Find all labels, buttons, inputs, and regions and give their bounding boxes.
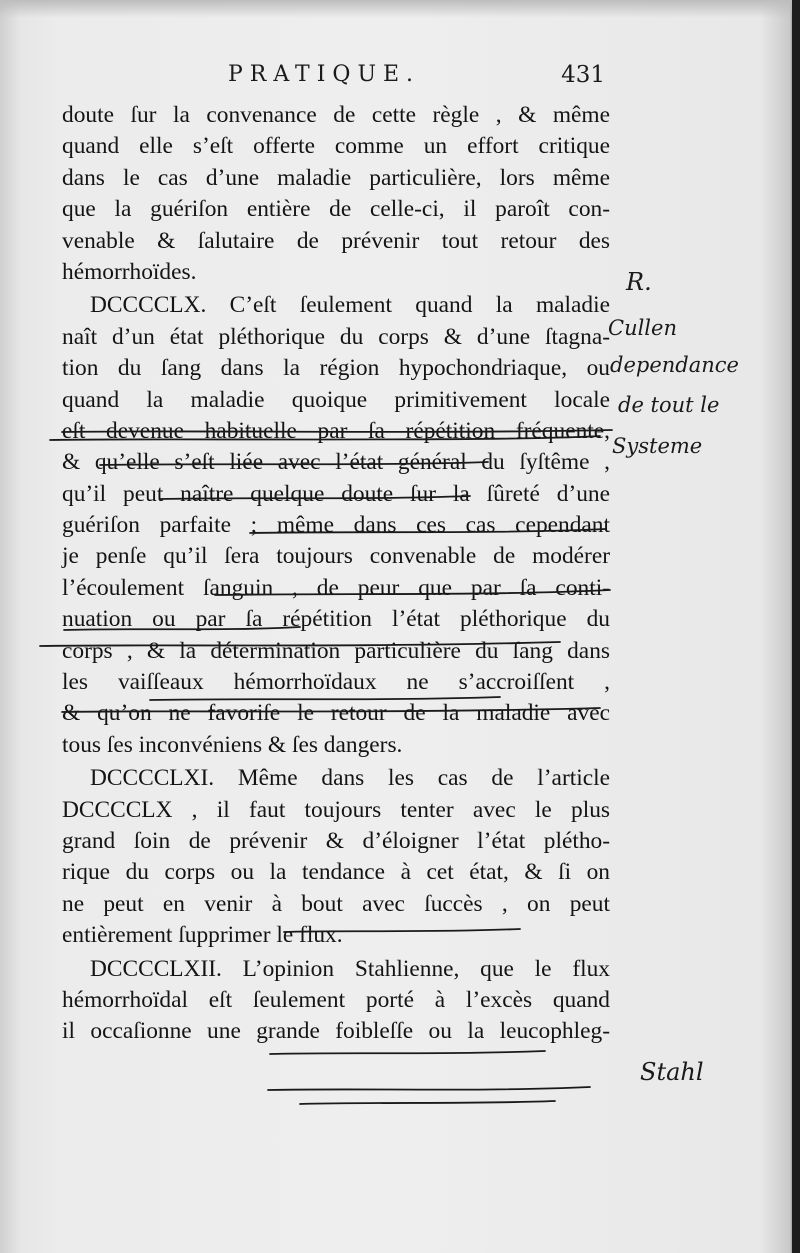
text-line: tion du ſang dans la région hypochondriaque, ou: [62, 355, 610, 382]
margin-note-line: Cullen: [608, 316, 677, 340]
page-number: 431: [561, 62, 605, 88]
text-line: corps , & la détermination particulière du ſang dans: [62, 637, 610, 664]
paragraph-dcccclxi: [62, 763, 610, 951]
margin-note-line: de tout le: [618, 393, 720, 417]
margin-note-stahl: Stahl: [640, 1058, 704, 1086]
text-line: que la guériſon entière de celle-ci, il paroît con-: [62, 196, 610, 223]
page-header: [60, 62, 605, 102]
text-line: naît d’un état pléthorique du corps & d’une ſtagna-: [62, 323, 610, 350]
text-line: hémorrhoïdal eſt ſeulement porté à l’excès quand: [62, 986, 610, 1013]
text-line: venable & ſalutaire de prévenir tout retour des: [62, 227, 610, 254]
page-right-edge: [792, 0, 800, 1253]
text-line: grand ſoin de prévenir & d’éloigner l’état plétho-: [62, 827, 610, 854]
paragraph-continuation: [62, 100, 610, 288]
margin-note-r: R.: [626, 268, 652, 296]
text-line: quand la maladie quoique primitivement locale: [62, 386, 610, 413]
text-line: eſt devenue habituelle par ſa répétition fréquente,: [62, 417, 610, 444]
text-line: DCCCCLX. C’eſt ſeulement quand la maladie: [90, 292, 610, 319]
margin-note-line: Systeme: [612, 434, 703, 458]
text-line: rique du corps ou la tendance à cet état, & ſi on: [62, 859, 610, 886]
text-line: quand elle s’eſt offerte comme un effort critique: [62, 133, 610, 160]
underline-stroke: [300, 1101, 555, 1104]
text-line: guériſon parfaite ; même dans ces cas cependant: [62, 512, 610, 539]
text-line: & qu’on ne favoriſe le retour de la maladie avec: [62, 700, 610, 727]
text-line: & qu’elle s’eſt liée avec l’état général du ſyſtême ,: [62, 449, 610, 476]
paragraph-dcccclxii: [62, 954, 610, 1048]
text-line: DCCCCLX , il faut toujours tenter avec le plus: [62, 796, 610, 823]
text-line: il occaſionne une grande foibleſſe ou la leucophleg-: [62, 1018, 610, 1045]
underline-stroke: [270, 1051, 545, 1054]
text-line: qu’il peut naître quelque doute ſur la ſûreté d’une: [62, 480, 610, 507]
text-line: doute ſur la convenance de cette règle , & même: [62, 102, 610, 128]
text-line: nuation ou par ſa répétition l’état pléthorique du: [62, 606, 610, 633]
margin-note-line: dependance: [610, 353, 739, 377]
text-line: DCCCCLXII. L’opinion Stahlienne, que le flux: [90, 955, 610, 982]
text-line: dans le cas d’une maladie particulière, lors même: [62, 164, 610, 191]
paragraph-dcccclx: [62, 290, 610, 761]
text-line: entièrement ſupprimer le flux.: [62, 922, 343, 949]
text-line: l’écoulement ſanguin , de peur que par ſa conti-: [62, 574, 610, 601]
underline-stroke: [268, 1087, 590, 1090]
text-line: hémorrhoïdes.: [62, 258, 197, 285]
text-line: ne peut en venir à bout avec ſuccès , on peut: [62, 890, 610, 917]
text-line: tous ſes inconvéniens & ſes dangers.: [62, 731, 403, 758]
body-text: [62, 100, 610, 1048]
text-line: DCCCCLXI. Même dans les cas de l’article: [90, 765, 610, 792]
page-top-shadow: [0, 0, 800, 18]
text-line: les vaiſſeaux hémorrhoïdaux ne s’accroiſſent ,: [62, 669, 610, 696]
running-head: PRATIQUE.: [228, 62, 421, 87]
text-line: je penſe qu’il ſera toujours convenable de modérer: [62, 543, 610, 570]
